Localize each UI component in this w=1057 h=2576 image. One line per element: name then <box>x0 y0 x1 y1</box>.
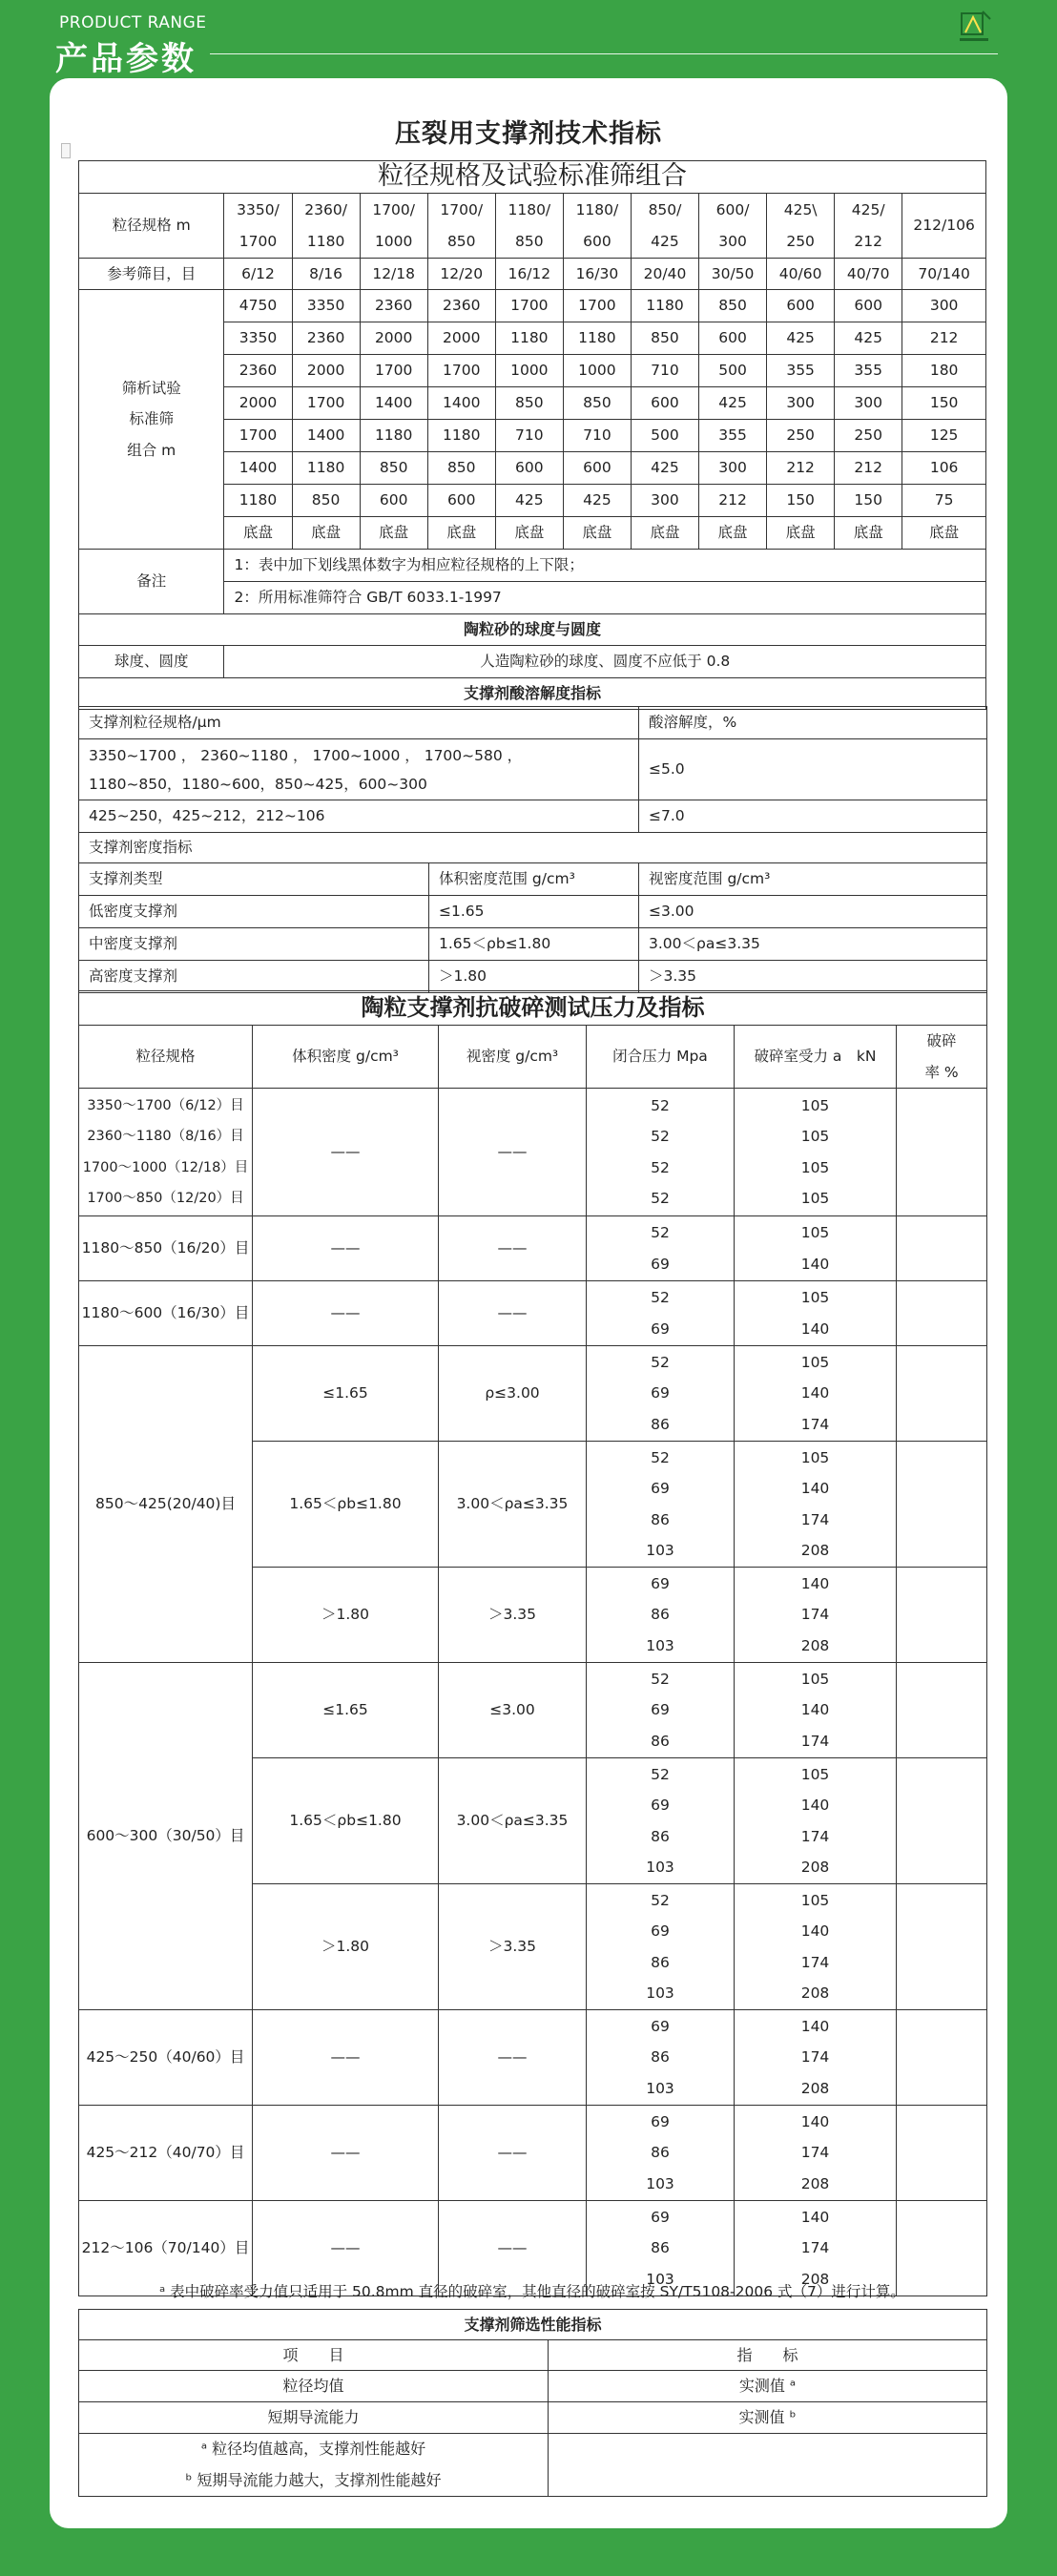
density-col-bulk: 体积密度范围 g/cm³ <box>429 863 639 896</box>
crush-footnote: ᵃ 表中破碎率受力值只适用于 50.8mm 直径的破碎室，其他直径的破碎室按 SY/T5108-2006 式（7）进行计算。 <box>159 2283 905 2300</box>
remark-2: 2：所用标准筛符合 GB/T 6033.1-1997 <box>224 582 986 614</box>
size-cell: 425/ 212 <box>835 194 902 259</box>
screening-row-value: 实测值 ᵃ <box>549 2371 987 2402</box>
crush-row: 1180～850（16/20）目 —— —— 52 69 105 140 <box>79 1216 987 1281</box>
crush-row: 3350～1700（6/12）目 2360～1180（8/16）目 1700～1000（12/18）目 1700～850（12/20）目 —— —— 52 52 52 52 105 105 105 105 <box>79 1089 987 1216</box>
col-rate: 破碎 率 % <box>897 1026 987 1089</box>
ref-mesh-cell: 12/20 <box>427 259 495 290</box>
ref-mesh-label: 参考筛目，目 <box>79 259 224 290</box>
ref-mesh-cell: 70/140 <box>902 259 986 290</box>
acid-row-2: 425~250，425~212，212~106 <box>79 800 639 833</box>
size-cell: 212/106 <box>902 194 986 259</box>
crush-row: ＞1.80 ＞3.35 69 86 103 140 174 208 <box>79 1568 987 1663</box>
size-cell: 425\ 250 <box>767 194 835 259</box>
col-pressure: 闭合压力 Mpa <box>587 1026 735 1089</box>
crush-row: 1.65＜ρb≤1.80 3.00＜ρa≤3.35 52 69 86 103 105 140 174 208 <box>79 1758 987 1884</box>
brand-logo-icon <box>954 10 994 48</box>
density-row: 高密度支撑剂 ＞1.80 ＞3.35 <box>79 961 987 993</box>
remark-1: 1：表中加下划线黑体数字为相应粒径规格的上下限； <box>224 550 986 582</box>
screening-notes: ᵃ 粒径均值越高，支撑剂性能越好 ᵇ 短期导流能力越大，支撑剂性能越好 <box>79 2434 549 2497</box>
density-col-type: 支撑剂类型 <box>79 863 429 896</box>
mesh-table <box>78 160 986 710</box>
screening-row-label: 粒径均值 <box>79 2371 549 2402</box>
ref-mesh-cell: 6/12 <box>224 259 292 290</box>
crush-row: 425～250（40/60）目 —— —— 69 86 103 140 174 208 <box>79 2010 987 2106</box>
ref-mesh-cell: 12/18 <box>360 259 427 290</box>
size-cell: 2360/ 1180 <box>292 194 360 259</box>
page-header <box>0 0 1057 76</box>
col-force: 破碎室受力 a kN <box>735 1026 897 1089</box>
screening-col-index: 指 标 <box>549 2340 987 2371</box>
col-size: 粒径规格 <box>79 1026 253 1089</box>
density-row: 中密度支撑剂 1.65＜ρb≤1.80 3.00＜ρa≤3.35 <box>79 928 987 961</box>
sieve-row: 筛析试验 标准筛 组合 m 4750 3350 2360 2360 1700 1700 1180 850 600 600 300 <box>79 290 986 322</box>
ref-mesh-cell: 30/50 <box>699 259 767 290</box>
sieve-label: 筛析试验 标准筛 组合 m <box>79 290 224 550</box>
size-cell: 3350/ 1700 <box>224 194 292 259</box>
col-bulk: 体积密度 g/cm³ <box>253 1026 439 1089</box>
size-cell: 600/ 300 <box>699 194 767 259</box>
size-label: 粒径规格 m <box>79 194 224 259</box>
ref-mesh-cell: 20/40 <box>631 259 698 290</box>
crush-row: 212～106（70/140）目 —— —— 69 86 103 140 174 208 <box>79 2201 987 2296</box>
header-divider <box>210 53 998 54</box>
screening-table <box>78 2309 987 2497</box>
mesh-table-title: 粒径规格及试验标准筛组合 <box>79 161 986 194</box>
acid-title: 支撑剂酸溶解度指标 <box>79 678 986 710</box>
screening-col-item: 项 目 <box>79 2340 549 2371</box>
size-cell: 1180/ 850 <box>495 194 563 259</box>
acid-row-1: 3350~1700 ， 2360~1180 ， 1700~1000 ， 1700~580 ， 1180~850，1180~600，850~425，600~300 <box>79 739 639 800</box>
header-title: 产品参数 <box>55 40 197 78</box>
screening-row-label: 短期导流能力 <box>79 2402 549 2434</box>
crush-table-title: 陶粒支撑剂抗破碎测试压力及指标 <box>79 991 987 1026</box>
size-cell: 850/ 425 <box>631 194 698 259</box>
screening-title: 支撑剂筛选性能指标 <box>79 2310 987 2340</box>
ref-mesh-cell: 40/70 <box>835 259 902 290</box>
ref-mesh-cell: 40/60 <box>767 259 835 290</box>
density-title: 支撑剂密度指标 <box>79 833 987 863</box>
crush-row: 850～425(20/40)目 ≤1.65 ρ≤3.00 52 69 86 105 140 174 <box>79 1346 987 1442</box>
ref-mesh-cell: 16/12 <box>495 259 563 290</box>
crush-row: 600～300（30/50）目 ≤1.65 ≤3.00 52 69 86 105 140 174 <box>79 1663 987 1758</box>
size-cell: 1700/ 1000 <box>360 194 427 259</box>
crush-row: 425～212（40/70）目 —— —— 69 86 103 140 174 208 <box>79 2106 987 2201</box>
header-subtitle: PRODUCT RANGE <box>59 13 207 32</box>
acid-density-table <box>78 706 987 993</box>
density-col-apparent: 视密度范围 g/cm³ <box>639 863 987 896</box>
document-title: 压裂用支撑剂技术指标 <box>395 119 662 149</box>
sphericity-value: 人造陶粒砂的球度、圆度不应低于 0.8 <box>224 646 986 678</box>
acid-col-solubility: 酸溶解度，% <box>639 707 987 739</box>
sieve-row: 2360 2000 1700 1700 1000 1000 710 500 355 355 180 <box>79 355 986 387</box>
crush-row: 1.65＜ρb≤1.80 3.00＜ρa≤3.35 52 69 86 103 105 140 174 208 <box>79 1442 987 1568</box>
acid-row-2-value: ≤7.0 <box>639 800 987 833</box>
density-row: 低密度支撑剂 ≤1.65 ≤3.00 <box>79 896 987 928</box>
sieve-row: 3350 2360 2000 2000 1180 1180 850 600 425 425 212 <box>79 322 986 355</box>
remarks-label: 备注 <box>79 550 224 614</box>
crush-row: 1180～600（16/30）目 —— —— 52 69 105 140 <box>79 1281 987 1346</box>
crush-header-row <box>79 1026 987 1089</box>
crush-row: ＞1.80 ＞3.35 52 69 86 103 105 140 174 208 <box>79 1884 987 2010</box>
sieve-row: 1180 850 600 600 425 425 300 212 150 150 75 <box>79 485 986 517</box>
sphericity-title: 陶粒砂的球度与圆度 <box>79 614 986 646</box>
ref-mesh-cell: 8/16 <box>292 259 360 290</box>
sphericity-label: 球度、圆度 <box>79 646 224 678</box>
screening-row-value: 实测值 ᵇ <box>549 2402 987 2434</box>
sieve-row: 底盘 底盘 底盘 底盘 底盘 底盘 底盘 底盘 底盘 底盘 底盘 <box>79 517 986 550</box>
crush-table <box>78 990 987 2296</box>
acid-col-size: 支撑剂粒径规格/μm <box>79 707 639 739</box>
size-cell: 1700/ 850 <box>427 194 495 259</box>
col-apparent: 视密度 g/cm³ <box>439 1026 587 1089</box>
size-cell: 1180/ 600 <box>563 194 631 259</box>
sieve-row: 1700 1400 1180 1180 710 710 500 355 250 250 125 <box>79 420 986 452</box>
sieve-row: 1400 1180 850 850 600 600 425 300 212 212 106 <box>79 452 986 485</box>
acid-row-1-value: ≤5.0 <box>639 739 987 800</box>
sieve-row: 2000 1700 1400 1400 850 850 600 425 300 300 150 <box>79 387 986 420</box>
ref-mesh-cell: 16/30 <box>563 259 631 290</box>
